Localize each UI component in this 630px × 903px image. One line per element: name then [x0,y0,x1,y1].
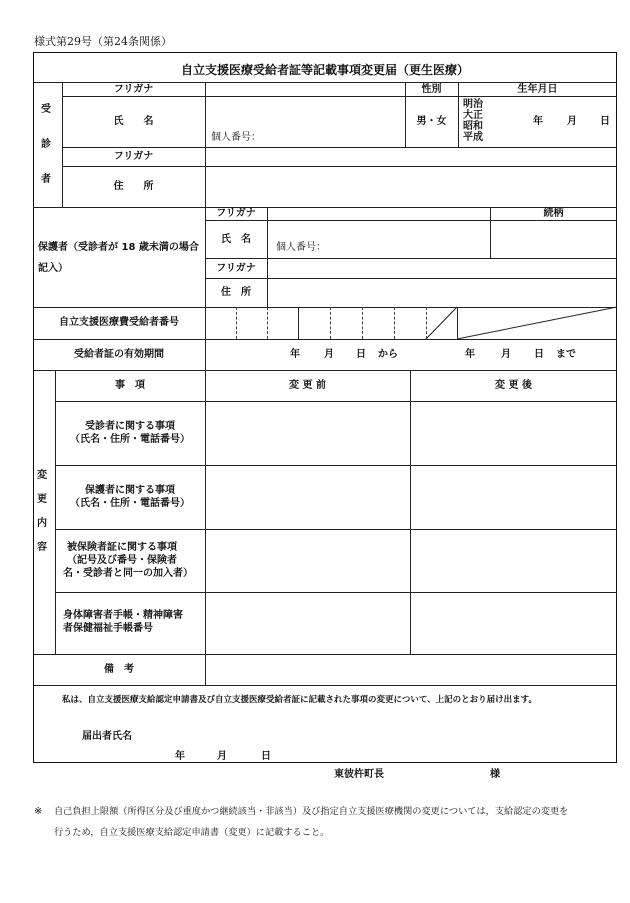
column-item-header: 事 項 [115,380,145,391]
note-mark: ※ [34,806,43,817]
guardian-name-label: 氏 名 [221,234,251,245]
guardian-address-furigana-label: フリガナ [216,263,256,274]
era-taisho: 大正 [463,110,483,121]
changes-section-char: 容 [37,542,47,553]
change-item-handbook-cont: 者保健福祉手帳番号 [63,623,153,634]
validity-from-suffix: から [378,349,398,360]
change-item-insurance-detail: （記号及び番号・保険者 [67,555,177,566]
patient-section-char: 者 [41,174,51,185]
changes-section-char: 更 [37,494,47,505]
submitter-name-label: 届出者氏名 [82,731,132,742]
declaration-text: 私は、自立支援医療支給認定申請書及び自立支援医療受給者証に記載された事項の変更について、上記のとおり届け出ます。 [62,695,537,705]
gender-label: 性別 [421,84,442,95]
change-item-patient-detail: （氏名・住所・電話番号） [70,434,190,445]
validity-to-month: 月 [501,349,511,360]
validity-label: 受給者証の有効期間 [74,349,164,360]
column-before-header: 変 更 前 [289,380,326,391]
remarks-label: 備 考 [104,664,134,675]
column-after-header: 変 更 後 [495,380,532,391]
era-meiji: 明治 [463,99,483,110]
validity-to-day: 日 [534,349,544,360]
form-title: 自立支援医療受給者証等記載事項変更届（更生医療） [180,63,469,77]
birth-day-unit: 日 [600,116,610,127]
recipient-number-label: 自立支援医療費受給者番号 [59,317,179,328]
patient-individual-number-label: 個人番号： [211,132,261,143]
note-text: 自己負担上限額（所得区分及び重度かつ継続該当・非該当）及び指定自立支援医療機関の変更については，支給認定の変更を [54,806,569,817]
change-item-patient: 受診者に関する事項 [85,421,175,432]
submit-day-unit: 日 [261,751,271,762]
change-item-guardian: 保護者に関する事項 [85,485,175,496]
guardian-label-cont: 記入） [38,263,68,274]
change-item-guardian-detail: （氏名・住所・電話番号） [70,498,190,509]
patient-section-char: 受 [41,104,51,115]
changes-section-char: 変 [37,470,47,481]
patient-address-furigana-label: フリガナ [113,151,154,162]
submit-month-unit: 月 [217,751,227,762]
validity-to-suffix: まで [556,349,576,360]
era-showa: 昭和 [463,121,483,132]
gender-options: 男・女 [416,116,447,127]
patient-section-char: 診 [41,139,51,150]
changes-section-char: 内 [37,518,47,529]
patient-address-label: 住 所 [113,181,154,192]
patient-furigana-label: フリガナ [113,84,154,95]
era-heisei: 平成 [463,132,483,143]
validity-from-year: 年 [290,349,300,360]
submit-year-unit: 年 [175,751,185,762]
guardian-label: 保護者（受診者が 18 歳未満の場合 [38,242,199,253]
honorific: 様 [490,769,500,780]
validity-from-day: 日 [356,349,366,360]
addressee: 東彼杵町長 [334,769,384,780]
guardian-individual-number-label: 個人番号： [276,242,326,253]
guardian-address-label: 住 所 [221,287,251,298]
validity-to-year: 年 [465,349,475,360]
relationship-label: 続柄 [543,208,564,219]
birth-year-unit: 年 [533,116,543,127]
validity-from-month: 月 [324,349,334,360]
note-text-cont: 行うため，自立支援医療支給認定申請書（変更）に記載すること。 [54,827,330,838]
patient-name-label: 氏 名 [113,116,154,127]
guardian-furigana-label: フリガナ [216,208,256,219]
change-item-insurance-detail-cont: 名・受診者と同一の加入者） [63,568,193,579]
birth-month-unit: 月 [567,116,577,127]
change-item-handbook: 身体障害者手帳・精神障害 [63,610,183,621]
change-item-insurance: 被保険者証に関する事項 [67,542,177,553]
form-reference: 様式第29号（第24条関係） [34,35,172,48]
birthdate-label: 生年月日 [517,84,558,95]
